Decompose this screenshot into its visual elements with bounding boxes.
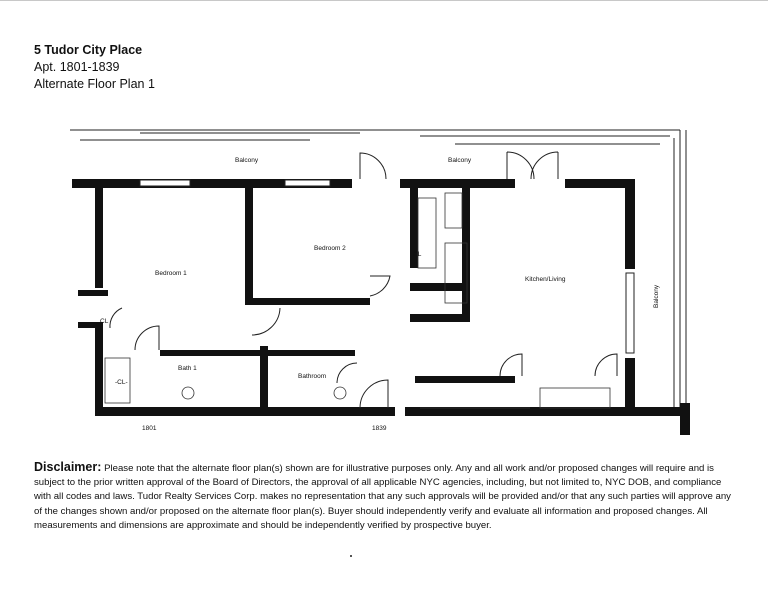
stray-mark <box>350 555 352 557</box>
closet-lower-label: -CL- <box>115 379 128 386</box>
plan-name: Alternate Floor Plan 1 <box>34 77 155 91</box>
windows <box>140 180 634 353</box>
page-top-border <box>0 0 768 5</box>
apartment-number: Apt. 1801-1839 <box>34 60 120 74</box>
balcony-side-label: Balcony <box>653 284 660 308</box>
balcony-left-label: Balcony <box>235 157 259 164</box>
listing-header <box>34 42 155 93</box>
unit-1801-label: 1801 <box>142 425 157 432</box>
disclaimer <box>34 460 734 533</box>
closet-mid-label: CL <box>413 251 422 258</box>
disclaimer-label: Disclaimer: <box>34 460 102 474</box>
kitchen-living-label: Kitchen/Living <box>525 276 566 283</box>
exterior-walls <box>72 179 690 435</box>
bedroom-1-label: Bedroom 1 <box>155 270 187 277</box>
bedroom-2-label: Bedroom 2 <box>314 245 346 252</box>
disclaimer-text: Please note that the alternate floor plan(s) shown are for illustrative purposes only. Any and all work and/or proposed changes will require and is subject to the prior written approval of the Board of Directors, the approval of all applicable NYC agencies, including, but not limited to, NYC DOB, and compliance with all codes and laws. Tudor Realty Services Corp. makes no representation that any such approvals will be provided and/or that any such parties will approve any of the changes shown and/or proposed on the alternate floor plan(s). Buyer should independently verify and evaluate all information and proposed changes. All measurements and dimensions are approximate and should be independently verified by prospective buyer. <box>34 463 731 531</box>
bathroom-label: Bathroom <box>298 373 327 380</box>
balcony-right-label: Balcony <box>448 157 472 164</box>
building-name: 5 Tudor City Place <box>34 43 143 57</box>
closet-left-label: CL <box>100 318 109 325</box>
bath-1-label: Bath 1 <box>178 365 197 372</box>
floor-plan-drawing <box>60 118 700 443</box>
unit-1839-label: 1839 <box>372 425 387 432</box>
